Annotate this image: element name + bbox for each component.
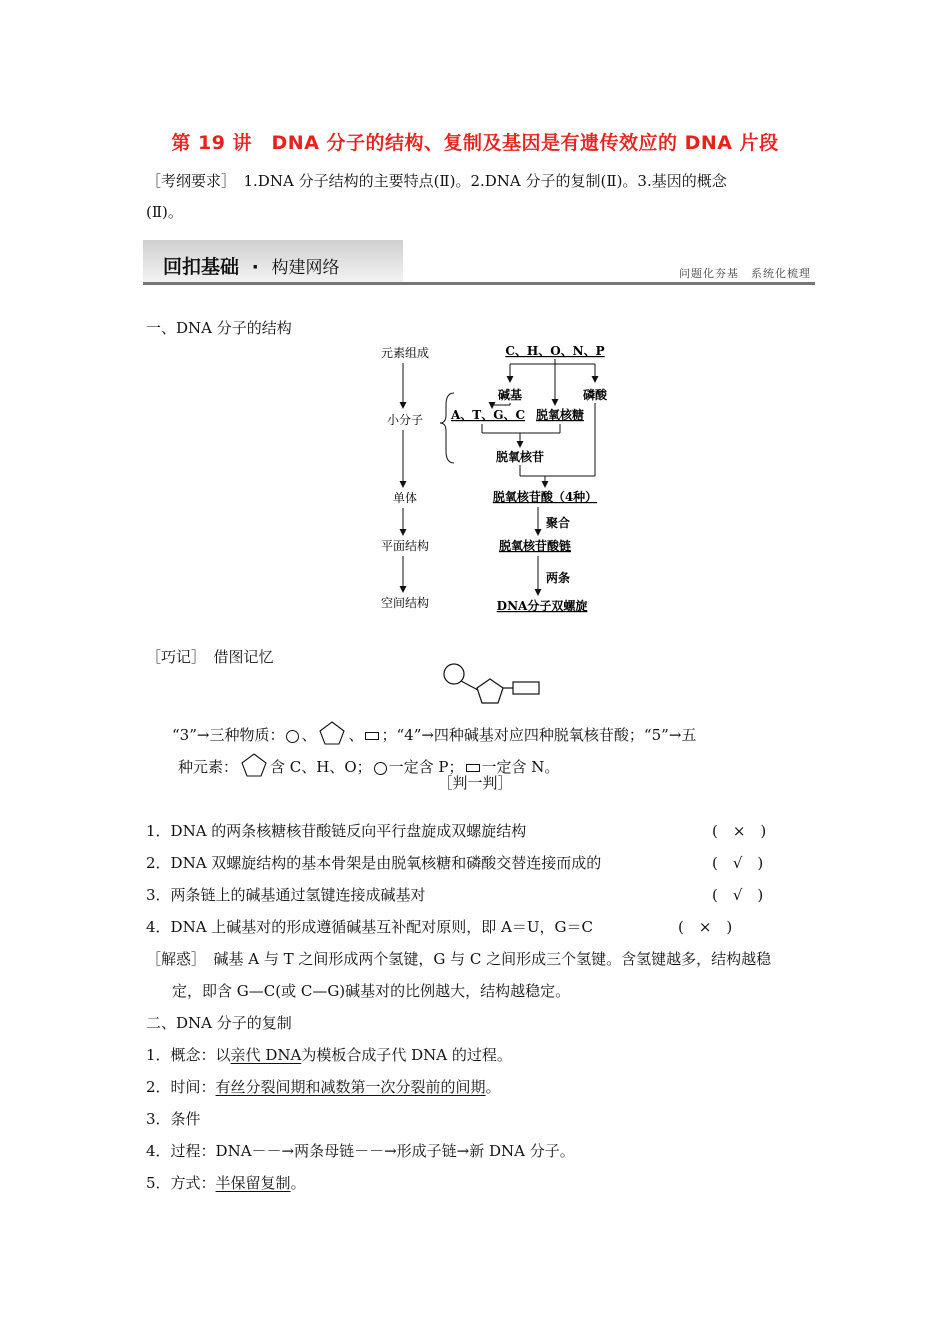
- label-polymerize: 聚合: [546, 516, 571, 530]
- section2-heading: 二、DNA 分子的复制: [146, 1014, 292, 1032]
- label-sugar: 脱氧核糖: [535, 408, 585, 422]
- explain-line-2: 定，即含 G—C(或 C—G)碱基对的比例越大，结构越稳定。: [172, 982, 571, 1000]
- outline-line-1: ［考纲要求］ 1.DNA 分子结构的主要特点(Ⅱ)。2.DNA 分子的复制(Ⅱ)。3.基因的概念: [146, 172, 727, 190]
- memory-label: ［巧记］ 借图记忆: [146, 648, 274, 666]
- label-nucleotide: 脱氧核苷酸（4种）: [492, 490, 598, 504]
- banner-dot: ·: [251, 256, 259, 278]
- label-helix: DNA分子双螺旋: [496, 599, 588, 613]
- judge-item-4: 4．DNA 上碱基对的形成遵循碱基互补配对原则，即 A＝U，G＝C: [146, 918, 593, 936]
- nucleotide-model-diagram: [440, 660, 545, 710]
- judge-mark-3: ( √ ): [712, 886, 764, 904]
- section1-heading: 一、DNA 分子的结构: [146, 319, 292, 337]
- label-two: 两条: [546, 571, 571, 585]
- label-bases-list: A、T、G、C: [450, 408, 526, 422]
- label-nucleoside: 脱氧核苷: [495, 450, 545, 464]
- page-title: 第 19 讲 DNA 分子的结构、复制及基因是有遗传效应的 DNA 片段: [171, 132, 779, 154]
- replication-time: 2．时间：有丝分裂间期和减数第一次分裂前的间期。: [146, 1078, 501, 1096]
- label-elements: C、H、O、N、P: [505, 344, 605, 358]
- replication-conditions: 3．条件: [146, 1110, 201, 1128]
- sugar-pentagon-icon: [477, 679, 503, 703]
- label-element-composition: 元素组成: [380, 346, 430, 360]
- label-small-molecule: 小分子: [386, 413, 424, 427]
- section-banner: [143, 240, 815, 286]
- replication-concept: 1．概念：以亲代 DNA为模板合成子代 DNA 的过程。: [146, 1046, 512, 1064]
- memory-line-1: “3”→三种物质： 、 、 ；“4”→四种碱基对应四种脱氧核苷酸；“5”→五: [172, 720, 696, 746]
- judge-mark-2: ( √ ): [712, 854, 764, 872]
- judge-mark-1: ( × ): [712, 822, 767, 840]
- label-space-structure: 空间结构: [380, 596, 430, 610]
- rectangle-icon: [365, 732, 379, 740]
- label-base: 碱基: [497, 388, 523, 402]
- banner-divider: [143, 282, 815, 285]
- judge-mark-4: ( × ): [678, 918, 733, 936]
- banner-slogan: 问题化夯基 系统化梳理: [679, 267, 811, 280]
- judge-item-2: 2．DNA 双螺旋结构的基本骨架是由脱氧核糖和磷酸交替连接而成的: [146, 854, 602, 872]
- replication-mode: 5．方式：半保留复制。: [146, 1174, 306, 1192]
- brace-icon: [440, 393, 454, 463]
- label-plane-structure: 平面结构: [380, 539, 430, 553]
- label-phosphate: 磷酸: [582, 388, 608, 402]
- banner-main-label: 回扣基础: [163, 256, 240, 278]
- rectangle-icon: [466, 764, 480, 772]
- explain-line-1: ［解惑］ 碱基 A 与 T 之间形成两个氢键，G 与 C 之间形成三个氢键。含氢键越多，结构越稳: [146, 950, 772, 968]
- answer-semi-conservative: 半保留复制: [215, 1174, 291, 1192]
- memory-line-2: 种元素： 含 C、H、O； 一定含 P； 一定含 N。: [178, 752, 559, 778]
- replication-process: 4．过程：DNA－－→两条母链－－→形成子链→新 DNA 分子。: [146, 1142, 575, 1160]
- pentagon-icon: [318, 720, 346, 746]
- dna-structure-diagram: [370, 335, 630, 625]
- judge-item-3: 3．两条链上的碱基通过氢键连接成碱基对: [146, 886, 426, 904]
- base-rectangle-icon: [513, 682, 539, 694]
- label-chain: 脱氧核苷酸链: [498, 539, 572, 553]
- judge-heading: ［判一判］: [437, 774, 513, 792]
- answer-parent-dna: 亲代 DNA: [230, 1046, 302, 1064]
- outline-line-2: (Ⅱ)。: [146, 203, 183, 221]
- banner-sub-label: 构建网络: [271, 258, 340, 278]
- answer-time: 有丝分裂间期和减数第一次分裂前的间期: [215, 1078, 486, 1096]
- circle-icon: [286, 730, 299, 743]
- judge-item-1: 1．DNA 的两条核糖核苷酸链反向平行盘旋成双螺旋结构: [146, 822, 527, 840]
- label-monomer: 单体: [392, 491, 418, 505]
